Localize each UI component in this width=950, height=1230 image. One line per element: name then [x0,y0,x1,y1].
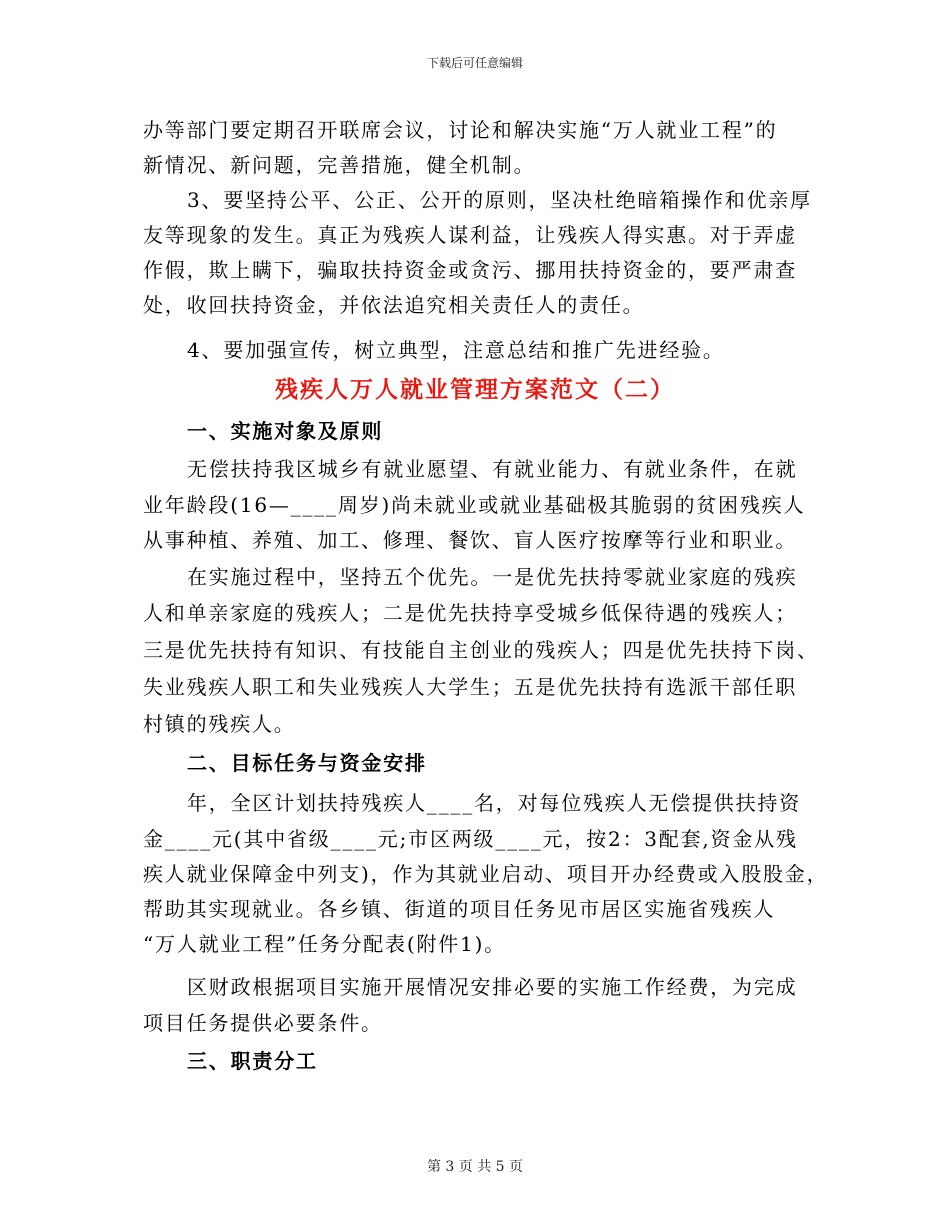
paragraph-line: 人和单亲家庭的残疾人；二是优先扶持享受城乡低保待遇的残疾人； [143,601,797,625]
paragraph-line: 失业残疾人职工和失业残疾人大学生；五是优先扶持有选派干部任职 [143,675,797,699]
paragraph-line: 区财政根据项目实施开展情况安排必要的实施工作经费，为完成 [187,975,798,999]
section-heading: 三、职责分工 [187,1049,318,1073]
paragraph-line: 办等部门要定期召开联席会议，讨论和解决实施“万人就业工程”的 [143,118,778,142]
paragraph-line: 帮助其实现就业。各乡镇、街道的项目任务见市居区实施省残疾人 [143,897,776,921]
paragraph-line: 新情况、新问题，完善措施，健全机制。 [143,153,536,177]
paragraph-line: 在实施过程中，坚持五个优先。一是优先扶持零就业家庭的残疾 [187,565,798,589]
paragraph-line: 4、要加强宣传，树立典型，注意总结和推广先进经验。 [187,338,725,362]
paragraph-line: 业年龄段(16—____周岁)尚未就业或就业基础极其脆弱的贫困残疾人 [143,493,806,517]
section-title: 残疾人万人就业管理方案范文（二） [275,376,675,403]
paragraph-line: 村镇的残疾人。 [143,712,296,736]
paragraph-line: 项目任务提供必要条件。 [143,1011,383,1035]
paragraph-line: 3、要坚持公平、公正、公开的原则，坚决杜绝暗箱操作和优亲厚 [187,188,812,212]
paragraph-line: 处，收回扶持资金，并依法追究相关责任人的责任。 [143,293,645,317]
paragraph-line: 年，全区计划扶持残疾人____名，对每位残疾人无偿提供扶持资 [187,791,801,815]
paragraph-line: 三是优先扶持有知识、有技能自主创业的残疾人；四是优先扶持下岗、 [143,638,819,662]
paragraph-line: 金____元(其中省级____元;市区两级____元，按2：3配套,资金从残 [143,827,798,851]
section-heading: 一、实施对象及原则 [187,419,384,443]
page-header-note: 下载后可任意编辑 [426,56,523,70]
paragraph-line: 疾人就业保障金中列支)，作为其就业启动、项目开办经费或入股股金， [143,862,829,886]
paragraph-line: 作假，欺上瞒下，骗取扶持资金或贪污、挪用扶持资金的，要严肃查 [143,258,797,282]
paragraph-line: 友等现象的发生。真正为残疾人谋利益，让残疾人得实惠。对于弄虚 [143,223,797,247]
paragraph-line: 从事种植、养殖、加工、修理、餐饮、盲人医疗按摩等行业和职业。 [143,528,797,552]
paragraph-line: 无偿扶持我区城乡有就业愿望、有就业能力、有就业条件，在就 [187,457,798,481]
section-heading: 二、目标任务与资金安排 [187,751,427,775]
paragraph-line: “万人就业工程”任务分配表(附件1)。 [143,932,506,956]
page-number: 第 3 页 共 5 页 [426,1159,524,1175]
